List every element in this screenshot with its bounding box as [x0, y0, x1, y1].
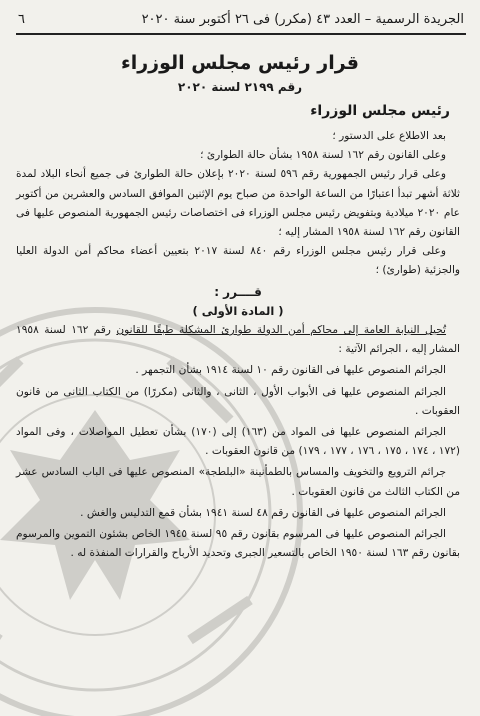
crime-item: الجرائم المنصوص عليها فى القانون رقم ٤٨ لسنة ١٩٤١ بشأن قمع التدليس والغش . — [80, 506, 446, 519]
decree-number: رقم ٢١٩٩ لسنة ٢٠٢٠ — [177, 80, 303, 94]
crime-item: الجرائم المنصوص عليها فى الأبواب الأول ، الثانى ، والثانى (مكررًا) من الكتاب الثانى من قانون العقوبات . — [16, 385, 460, 417]
page-header — [18, 8, 464, 30]
decree-title: قرار رئيس مجلس الوزراء — [121, 52, 359, 74]
issuer-heading: رئيس مجلس الوزراء — [310, 103, 450, 119]
decree-body — [16, 127, 460, 563]
page-number: ٦ — [18, 11, 25, 27]
gazette-info: الجريدة الرسمية – العدد ٤٣ (مكرر) فى ٢٦ أكتوبر سنة ٢٠٢٠ — [141, 11, 464, 27]
preamble-paragraph: وعلى قرار رئيس مجلس الوزراء رقم ٨٤٠ لسنة ٢٠١٧ بتعيين أعضاء محاكم أمن الدولة العليا والجزئية (طوارئ) ؛ — [16, 245, 460, 277]
crime-item: الجرائم المنصوص عليها فى المرسوم بقانون رقم ٩٥ لسنة ١٩٤٥ الخاص بشئون التموين والمرسوم بقانون رقم ١٦٣ لسنة ١٩٥٠ الخاص بالتسعير الجبرى وتحديد الأرباح والقرارات المنفذة له . — [16, 528, 460, 560]
decided-heading: قــــرر : — [214, 284, 262, 299]
article-intro-rest: رقم ١٦٢ لسنة ١٩٥٨ المشار إليه ، الجرائم الآتية : — [16, 324, 460, 356]
preamble-paragraph: بعد الاطلاع على الدستور ؛ — [332, 130, 446, 142]
article-intro-underlined: تُحيل النيابة العامة إلى محاكم أمن الدولة طوارئ المشكلة طبقًا للقانون — [116, 324, 447, 337]
crime-item: جرائم الترويع والتخويف والمساس بالطمأنينة «البلطجة» المنصوص عليها فى الباب السادس عشر من الكتاب الثالث من قانون العقوبات . — [16, 466, 460, 498]
article-title: ( المادة الأولى ) — [192, 303, 284, 318]
article-intro — [16, 321, 460, 359]
header-divider — [16, 33, 466, 35]
preamble-paragraph: وعلى القانون رقم ١٦٢ لسنة ١٩٥٨ بشأن حالة الطوارئ ؛ — [200, 149, 446, 162]
preamble-paragraph: وعلى قرار رئيس الجمهورية رقم ٥٩٦ لسنة ٢٠٢٠ بإعلان حالة الطوارئ فى جميع أنحاء البلاد لمدة ثلاثة أشهر تبدأ اعتبارًا من الساعة الواحدة من صباح يوم الإثنين الموافق السادس والعشرين من أكتوبر عام ٢٠٢٠ ميلادية وبتفويض رئيس مجلس الوزراء فى اختصاصات رئيس الجمهورية المنصوص عليها فى القانون رقم ١٦٢ لسنة ١٩٥٨ المشار إليه ؛ — [16, 168, 460, 239]
crime-item: الجرائم المنصوص عليها فى المواد من (١٦٣) إلى (١٧٠) بشأن تعطيل المواصلات ، وفى المواد (١٧٢ ، ١٧٤ ، ١٧٥ ، ١٧٦ ، ١٧٧ ، ١٧٩) من قانون العقوبات . — [16, 426, 460, 458]
crime-item: الجرائم المنصوص عليها فى القانون رقم ١٠ لسنة ١٩١٤ بشأن التجمهر . — [135, 364, 446, 377]
